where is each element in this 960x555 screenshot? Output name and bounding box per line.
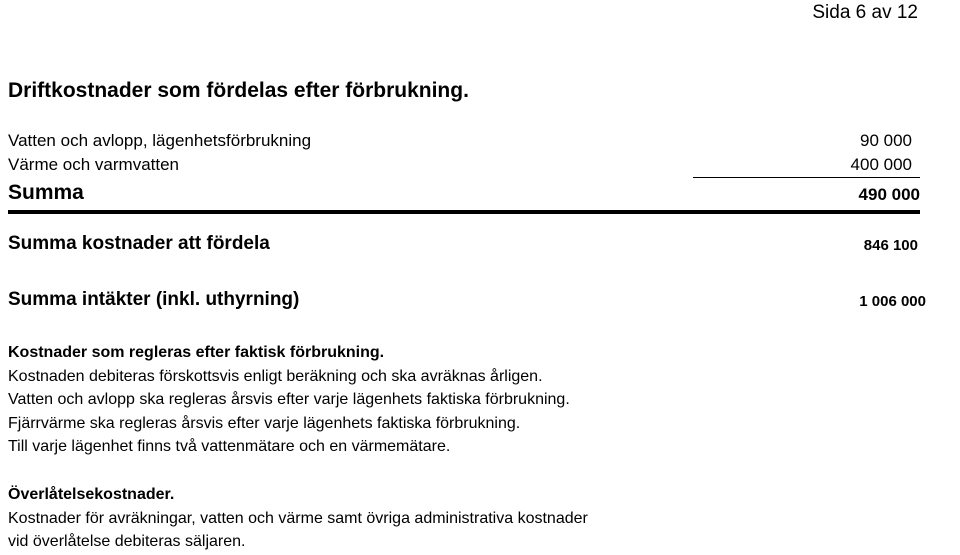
summa-intakter-label: Summa intäkter (inkl. uthyrning) (8, 289, 300, 310)
overlatelse-section (8, 483, 588, 554)
section-title: Driftkostnader som fördelas efter förbrukning. (8, 79, 469, 102)
overlatelse-line: vid överlåtelse debiteras säljaren. (8, 533, 246, 550)
summa-label: Summa (8, 181, 84, 204)
cost-row-value: 90 000 (860, 131, 912, 150)
summa-intakter-value: 1 006 000 (859, 293, 926, 310)
kostnader-line: Fjärrvärme ska regleras årsvis efter varje lägenhets faktiska förbrukning. (8, 414, 521, 432)
kostnader-line: Vatten och avlopp ska regleras årsvis efter varje lägenhets faktiska förbrukning. (8, 391, 570, 408)
kostnader-section (8, 341, 570, 459)
overlatelse-title: Överlåtelsekostnader. (8, 486, 175, 503)
summa-value: 490 000 (858, 185, 920, 204)
kostnader-title: Kostnader som regleras efter faktisk förbrukning. (8, 344, 385, 361)
subtotal-rule (693, 177, 920, 178)
cost-row-value: 400 000 (850, 155, 912, 174)
page-number: Sida 6 av 12 (812, 2, 918, 23)
kostnader-line: Till varje lägenhet finns två vattenmätare och en värmemätare. (8, 438, 451, 455)
cost-row-label: Vatten och avlopp, lägenhetsförbrukning (8, 131, 312, 150)
summa-kostnader-label: Summa kostnader att fördela (8, 233, 270, 254)
summa-kostnader-value: 846 100 (863, 237, 918, 254)
kostnader-line: Kostnaden debiteras förskottsvis enligt beräkning och ska avräknas årligen. (8, 367, 543, 385)
overlatelse-line: Kostnader för avräkningar, vatten och värme samt övriga administrativa kostnader (8, 509, 588, 527)
total-rule (8, 210, 920, 214)
cost-row-label: Värme och varmvatten (8, 155, 180, 174)
